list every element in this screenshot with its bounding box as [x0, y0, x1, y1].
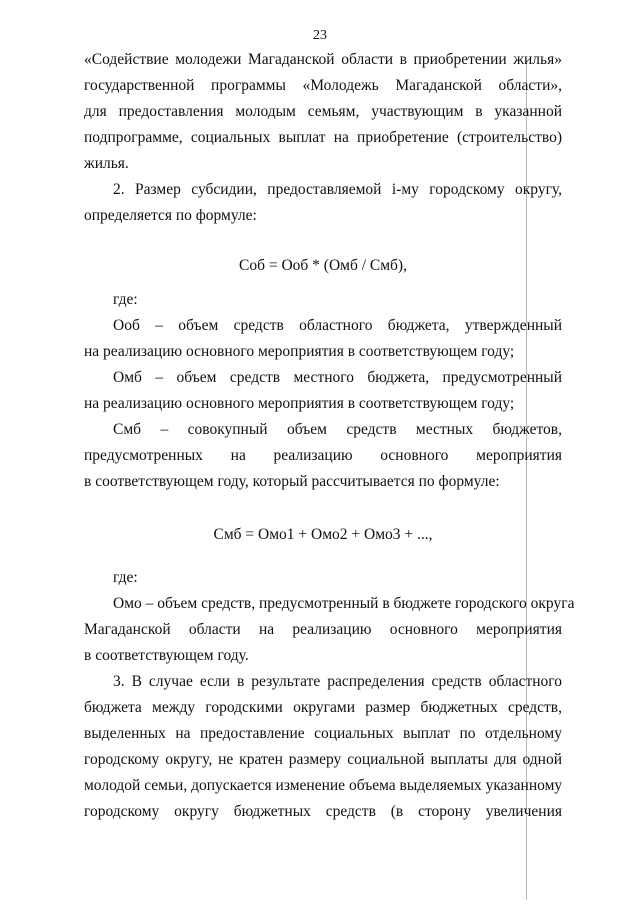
text-line: в соответствующем году. [84, 647, 249, 664]
text-line: где: [113, 291, 138, 308]
text-line: «Содействие молодежи Магаданской области в приобретении жилья» [84, 51, 562, 68]
text-line: государственной программы «Молодежь Магаданской области», [84, 77, 562, 94]
text-line: на реализацию основного мероприятия в соответствующем году; [84, 395, 515, 412]
text-line: Омб – объем средств местного бюджета, предусмотренный [113, 369, 562, 386]
text-line: жилья. [84, 155, 129, 172]
text-line: городскому округу бюджетных средств (в сторону увеличения [84, 803, 562, 820]
text-line: бюджета между городскими округами размер бюджетных средств, [84, 699, 562, 716]
text-line: 2. Размер субсидии, предоставляемой i-му городскому округу, [113, 181, 562, 198]
text-line: городскому округу, не кратен размеру социальной выплаты для одной [84, 751, 562, 768]
text-line: для предоставления молодым семьям, участвующим в указанной [84, 103, 562, 120]
text-line: в соответствующем году, который рассчитывается по формуле: [84, 473, 500, 490]
text-line: Магаданской области на реализацию основного мероприятия [84, 621, 562, 638]
text-line: предусмотренных на реализацию основного мероприятия [84, 447, 562, 464]
text-line: где: [113, 569, 138, 586]
text-line: выделенных на предоставление социальных выплат по отдельному [84, 725, 562, 742]
text-line: на реализацию основного мероприятия в соответствующем году; [84, 343, 515, 360]
text-line: молодой семьи, допускается изменение объема выделяемых указанному [84, 777, 563, 794]
text-line: 3. В случае если в результате распределения средств областного [113, 673, 562, 690]
text-line: Омо – объем средств, предусмотренный в бюджете городского округа [113, 595, 575, 612]
formula-1: Соб = Ооб * (Омб / Смб), [239, 257, 407, 274]
formula-2: Смб = Омо1 + Омо2 + Омо3 + ..., [213, 526, 433, 543]
text-line: Смб – совокупный объем средств местных бюджетов, [113, 421, 562, 438]
text-line: Ооб – объем средств областного бюджета, утвержденный [113, 317, 562, 334]
page-number: 23 [313, 28, 327, 43]
text-line: подпрограмме, социальных выплат на приобретение (строительство) [84, 129, 562, 146]
text-line: определяется по формуле: [84, 207, 257, 224]
